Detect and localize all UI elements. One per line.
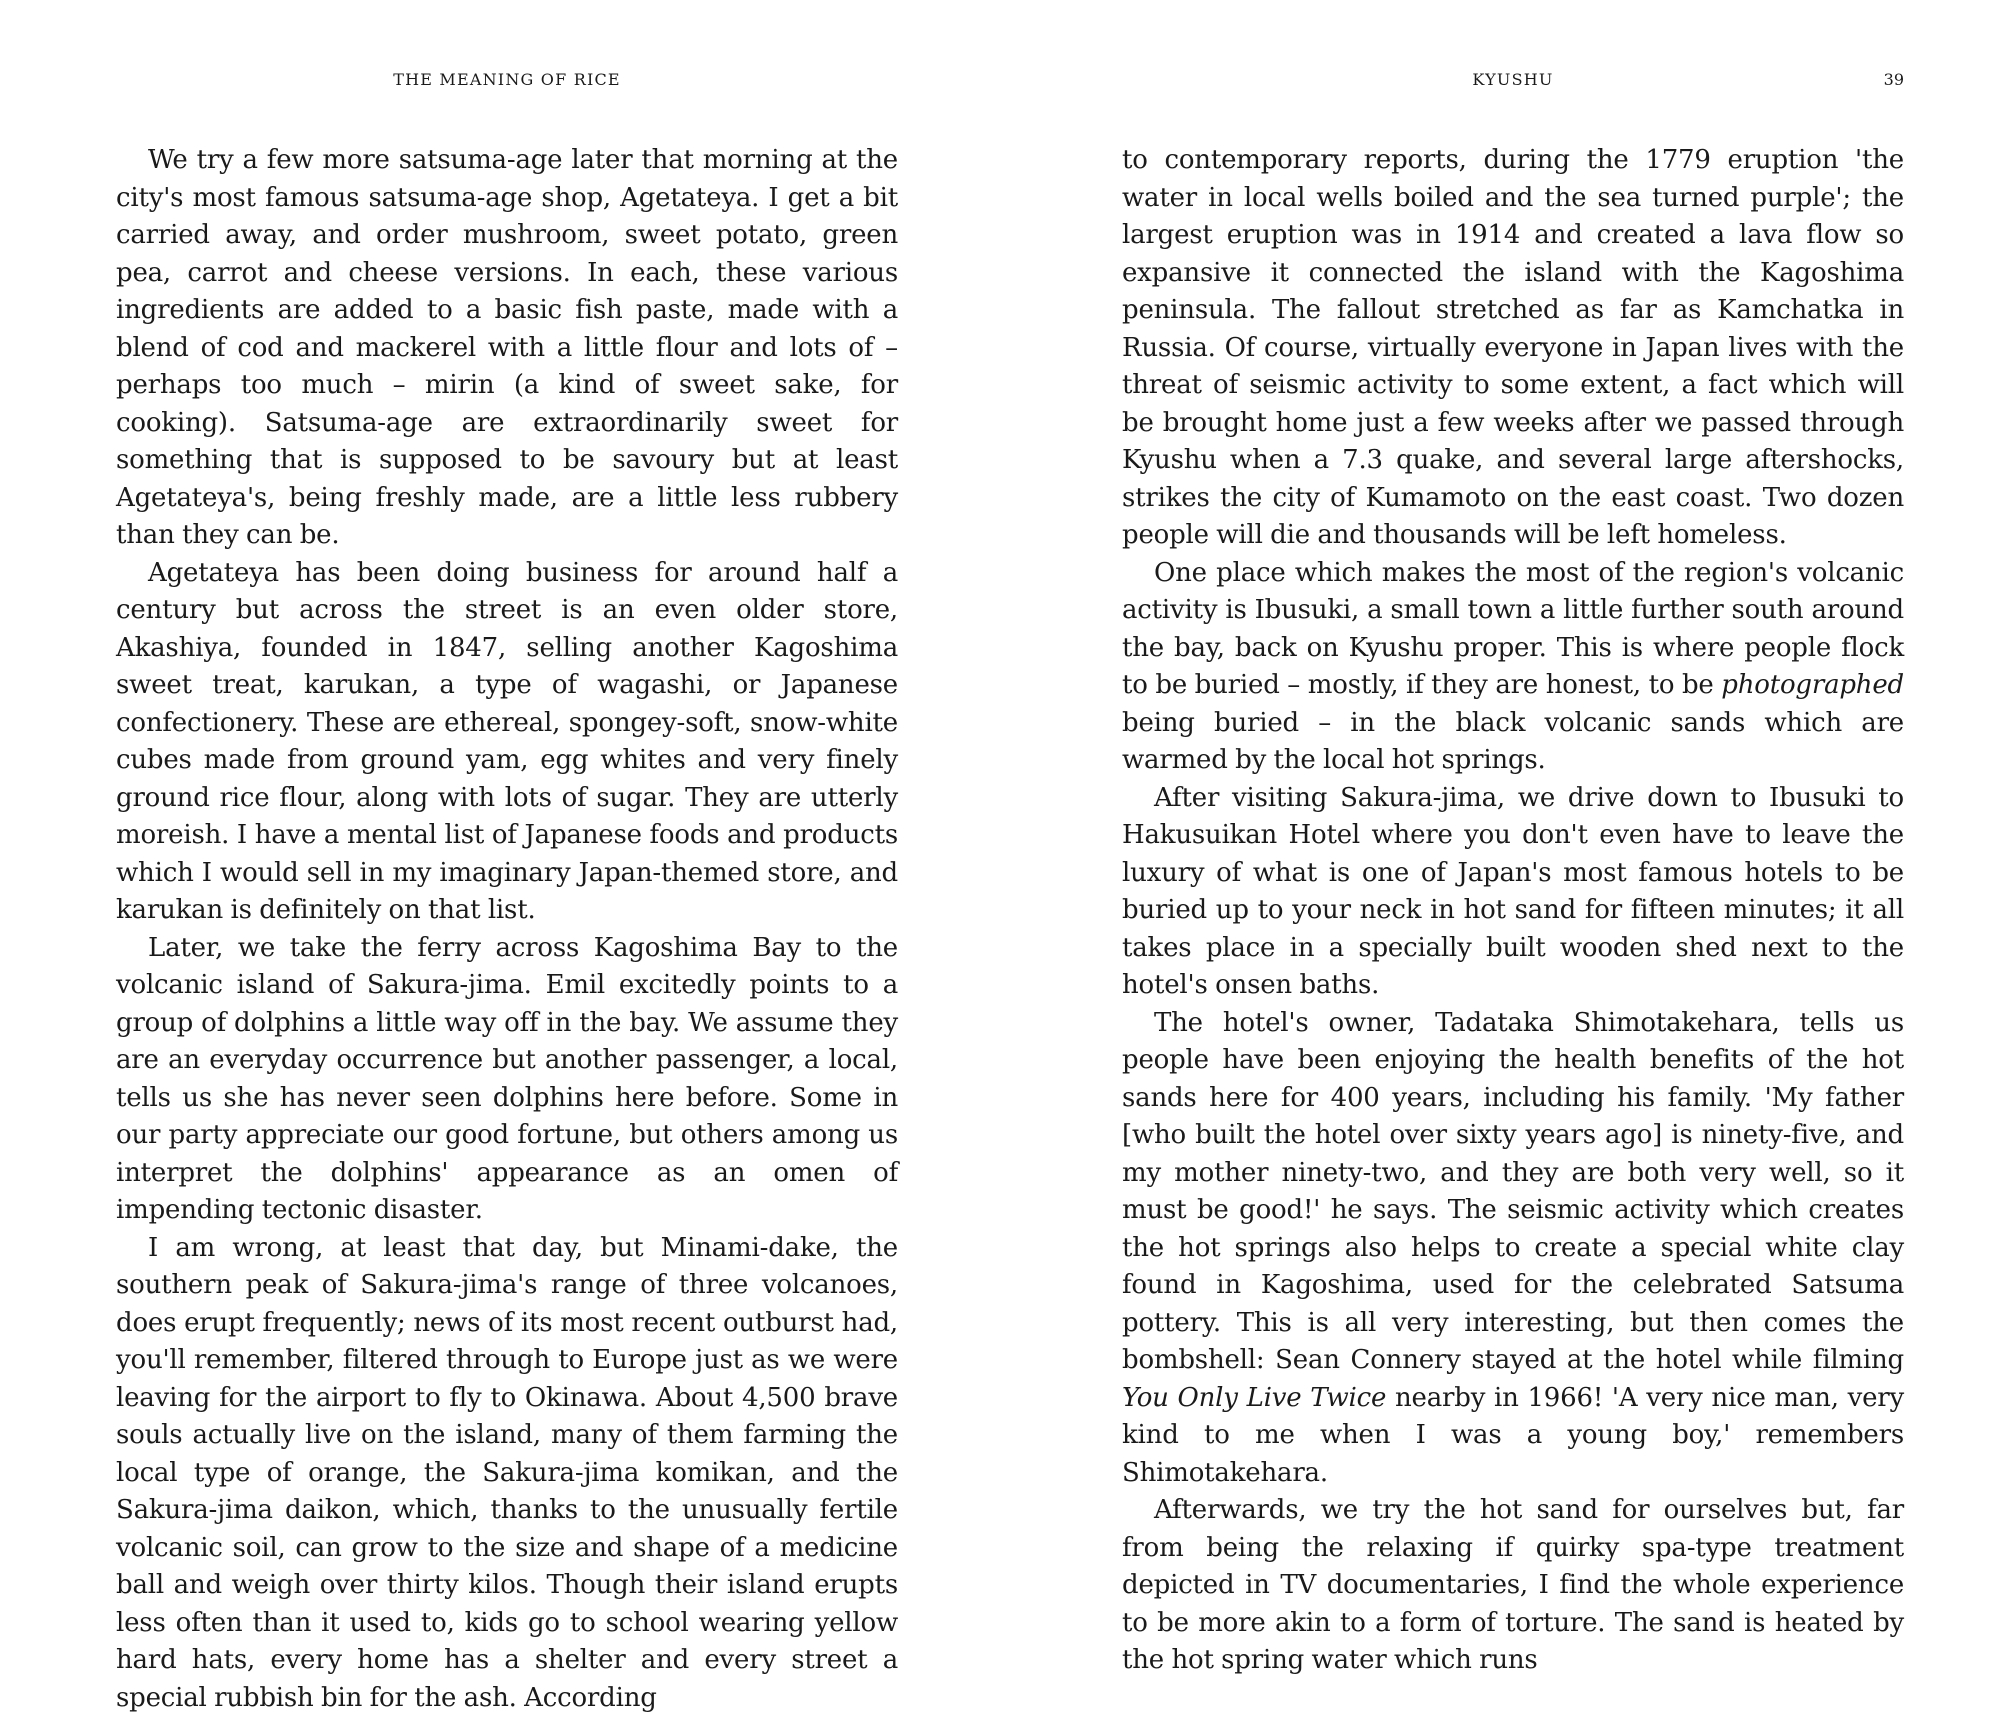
right-running-head: KYUSHU bbox=[1122, 70, 1904, 89]
page-number: 39 bbox=[1884, 70, 1904, 89]
paragraph: Afterwards, we try the hot sand for ourselves but, far from being the relaxing if quirky spa-type treatment depicted in TV documentaries, I find the whole experience to be more akin to a form of torture. The sand is heated by the hot spring water which runs bbox=[1122, 1492, 1904, 1680]
paragraph-text: One place which makes the most of the region's volcanic activity is Ibusuki, a small town a little further south around the bay, back on Kyushu proper. This is where people flock to be buried – mostly, if they are honest, to be bbox=[1122, 558, 1904, 701]
paragraph: We try a few more satsuma-age later that morning at the city's most famous satsuma-age shop, Agetateya. I get a bit carried away, and order mushroom, sweet potato, green pea, carrot and cheese versions. In each, these various ingredients are added to a basic fish paste, made with a blend of cod and mackerel with a little flour and lots of – perhaps too much – mirin (a kind of sweet sake, for cooking). Satsuma-age are extraordinarily sweet for something that is supposed to be savoury but at least Agetateya's, being freshly made, are a little less rubbery than they can be. bbox=[116, 142, 898, 555]
right-body-text bbox=[1122, 142, 1904, 1680]
paragraph-text: being buried – in the black volcanic sands which are warmed by the local hot springs. bbox=[1122, 708, 1904, 776]
paragraph-text: nearby in 1966! 'A very nice man, very kind to me when I was a young boy,' remembers Shimotakehara. bbox=[1122, 1383, 1904, 1488]
paragraph-continued: to contemporary reports, during the 1779 eruption 'the water in local wells boiled and the sea turned purple'; the largest eruption was in 1914 and created a lava flow so expansive it connected the island with the Kagoshima peninsula. The fallout stretched as far as Kamchatka in Russia. Of course, virtually everyone in Japan lives with the threat of seismic activity to some extent, a fact which will be brought home just a few weeks after we passed through Kyushu when a 7.3 quake, and several large aftershocks, strikes the city of Kumamoto on the east coast. Two dozen people will die and thousands will be left homeless. bbox=[1122, 142, 1904, 555]
paragraph bbox=[1122, 1005, 1904, 1493]
paragraph-text: The hotel's owner, Tadataka Shimotakehara, tells us people have been enjoying the health benefits of the hot sands here for 400 years, including his family. 'My father [who built the hotel over sixty years ago] is ninety-five, and my mother ninety-two, and they are both very well, so it must be good!' he says. The seismic activity which creates the hot springs also helps to create a special white clay found in Kagoshima, used for the celebrated Satsuma pottery. This is all very interesting, but then comes the bombshell: Sean Connery stayed at the hotel while filming bbox=[1122, 1008, 1904, 1376]
left-running-head: THE MEANING OF RICE bbox=[116, 70, 898, 89]
paragraph: Later, we take the ferry across Kagoshima Bay to the volcanic island of Sakura-jima. Emil excitedly points to a group of dolphins a little way off in the bay. We assume they are an everyday occurrence but another passenger, a local, tells us she has never seen dolphins here before. Some in our party appreciate our good fortune, but others among us interpret the dolphins' appearance as an omen of impending tectonic disaster. bbox=[116, 930, 898, 1230]
paragraph: I am wrong, at least that day, but Minami-dake, the southern peak of Sakura-jima's range of three volcanoes, does erupt frequently; news of its most recent outburst had, you'll remember, filtered through to Europe just as we were leaving for the airport to fly to Okinawa. About 4,500 brave souls actually live on the island, many of them farming the local type of orange, the Sakura-jima komikan, and the Sakura-jima daikon, which, thanks to the unusually fertile volcanic soil, can grow to the size and shape of a medicine ball and weigh over thirty kilos. Though their island erupts less often than it used to, kids go to school wearing yellow hard hats, every home has a shelter and every street a special rubbish bin for the ash. According bbox=[116, 1230, 898, 1717]
emphasis-text: photographed bbox=[1721, 670, 1904, 700]
left-body-text bbox=[116, 142, 898, 1717]
paragraph: After visiting Sakura-jima, we drive down to Ibusuki to Hakusuikan Hotel where you don't even have to leave the luxury of what is one of Japan's most famous hotels to be buried up to your neck in hot sand for fifteen minutes; it all takes place in a specially built wooden shed next to the hotel's onsen baths. bbox=[1122, 780, 1904, 1005]
paragraph: Agetateya has been doing business for around half a century but across the street is an even older store, Akashiya, founded in 1847, selling another Kagoshima sweet treat, karukan, a type of wagashi, or Japanese confectionery. These are ethereal, spongey-soft, snow-white cubes made from ground yam, egg whites and very finely ground rice flour, along with lots of sugar. They are utterly moreish. I have a mental list of Japanese foods and products which I would sell in my imaginary Japan-themed store, and karukan is definitely on that list. bbox=[116, 555, 898, 930]
film-title: You Only Live Twice bbox=[1122, 1383, 1386, 1413]
right-page bbox=[1122, 0, 1904, 1524]
paragraph bbox=[1122, 555, 1904, 780]
left-page bbox=[116, 0, 898, 1524]
